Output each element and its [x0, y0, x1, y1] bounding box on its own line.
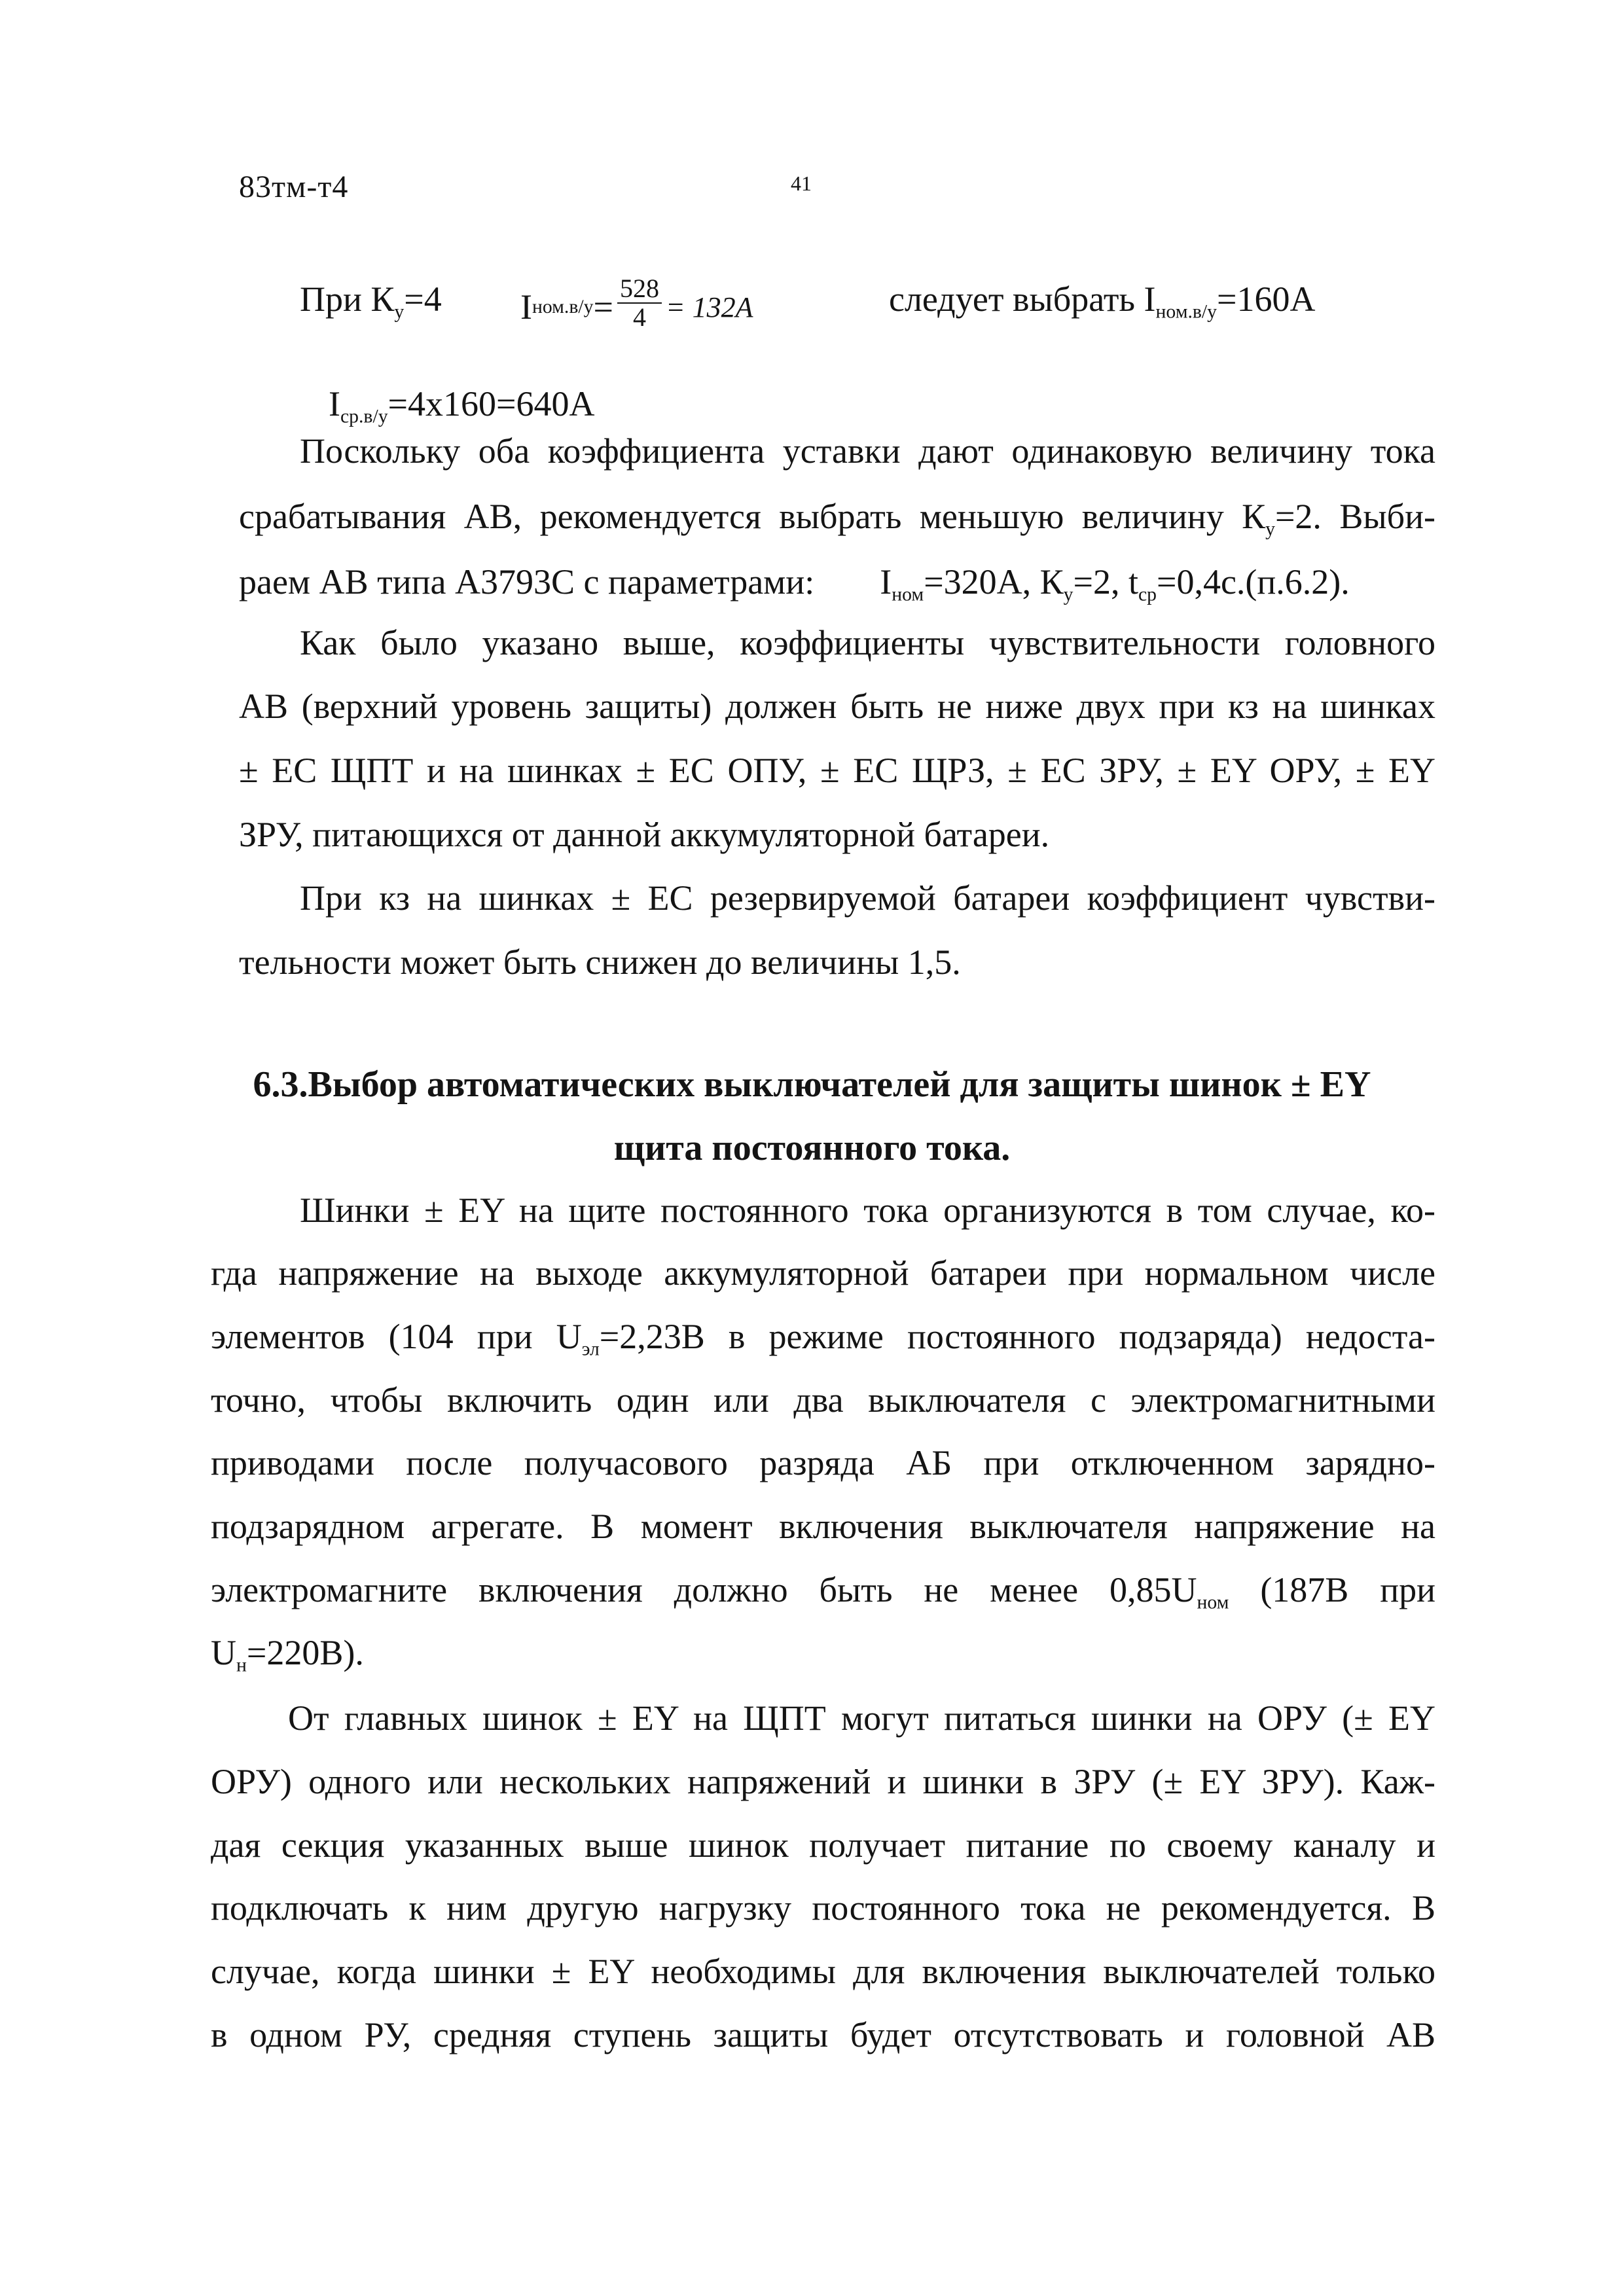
para2-line2: АВ (верхний уровень защиты) должен быть не ниже двух при кз на шинках [239, 687, 1435, 726]
para1-line1: Поскольку оба коэффициента уставки дают одинаковую величину тока [300, 431, 1435, 471]
para2-line3: ± ЕС ЩПТ и на шинках ± ЕС ОПУ, ± ЕС ЩРЗ, ± ЕС ЗРУ, ± ЕY ОРУ, ± ЕY [239, 751, 1435, 790]
para4-line8: $U_н=220В$). [211, 1633, 364, 1676]
fraction-denominator: 4 [632, 302, 646, 332]
para5-line2: ОРУ) одного или нескольких напряжений и шинки в ЗРУ (± ЕY ЗРУ). Каж- [211, 1762, 1435, 1801]
formula-nominal-current [0, 274, 1624, 359]
para4-line4: точно, чтобы включить один или два выключателя с электромагнитными [211, 1380, 1435, 1420]
para4-line1: Шинки ± ЕY на щите постоянного тока организуются в том случае, ко- [300, 1191, 1435, 1230]
formula-trip-current: $I_{ср.в/у}=4х160=640А$ [329, 384, 595, 427]
para5-line4: подключать к ним другую нагрузку постоянного тока не рекомендуется. В [211, 1888, 1435, 1928]
page-number: 41 [791, 171, 812, 195]
para5-line1: От главных шинок ± ЕY на ЩПТ могут питаться шинки на ОРУ (± ЕY [288, 1698, 1435, 1738]
para1-line2: срабатывания АВ, рекомендуется выбрать меньшую величину $К_у=2$. Выби- [239, 497, 1435, 540]
fraction [617, 275, 662, 331]
fraction-numerator: 528 [617, 275, 662, 304]
para2-line4: ЗРУ, питающихся от данной аккумуляторной батареи. [239, 815, 1050, 854]
para5-line3: дая секция указанных выше шинок получает питание по своему каналу и [211, 1825, 1435, 1865]
para1-line3: раем АВ типа А3793С с параметрами: $I_{ном}=320А$, $К_у=2$, $t_{ср}=0,4с.(п.6.2)$. [239, 562, 1350, 605]
section-heading-line2: щита постоянного тока. [613, 1128, 1011, 1168]
formula-fraction-expression: I ном.в/у = $\frac{528}{4}$ = 132А [520, 274, 753, 332]
para4-line2: гда напряжение на выходе аккумуляторной батареи при нормальном числе [211, 1253, 1435, 1293]
para3-line1: При кз на шинках ± ЕС резервируемой батареи коэффициент чувстви- [300, 878, 1435, 918]
formula-condition: При $К_у=4$ [300, 279, 442, 323]
para4-line3: элементов (104 при $U_{эл}=2,23В$ в режиме постоянного подзаряда) недоста- [211, 1317, 1435, 1360]
para2-line1: Как было указано выше, коэффициенты чувствительности головного [300, 623, 1435, 662]
para3-line2: тельности может быть снижен до величины 1,5. [239, 942, 961, 982]
para4-line7: электромагните включения должно быть не менее $0,85U_{ном}$ (187В при [211, 1570, 1435, 1613]
para4-line6: подзарядном агрегате. В момент включения выключателя напряжение на [211, 1507, 1435, 1546]
section-heading-line1: 6.3.Выбор автоматических выключателей для защиты шинок ± ЕY [253, 1064, 1371, 1105]
para5-line5: случае, когда шинки ± ЕY необходимы для включения выключателей только [211, 1952, 1435, 1991]
formula-choice: следует выбрать $I_{ном.в/у}=160А$ [889, 279, 1316, 323]
document-code: 83тм-т4 [239, 170, 349, 204]
para4-line5: приводами после получасового разряда АБ при отключенном зарядно- [211, 1443, 1435, 1482]
fraction-result: = 132А [665, 291, 753, 323]
para5-line6: в одном РУ, средняя ступень защиты будет отсутствовать и головной АВ [211, 2015, 1435, 2054]
